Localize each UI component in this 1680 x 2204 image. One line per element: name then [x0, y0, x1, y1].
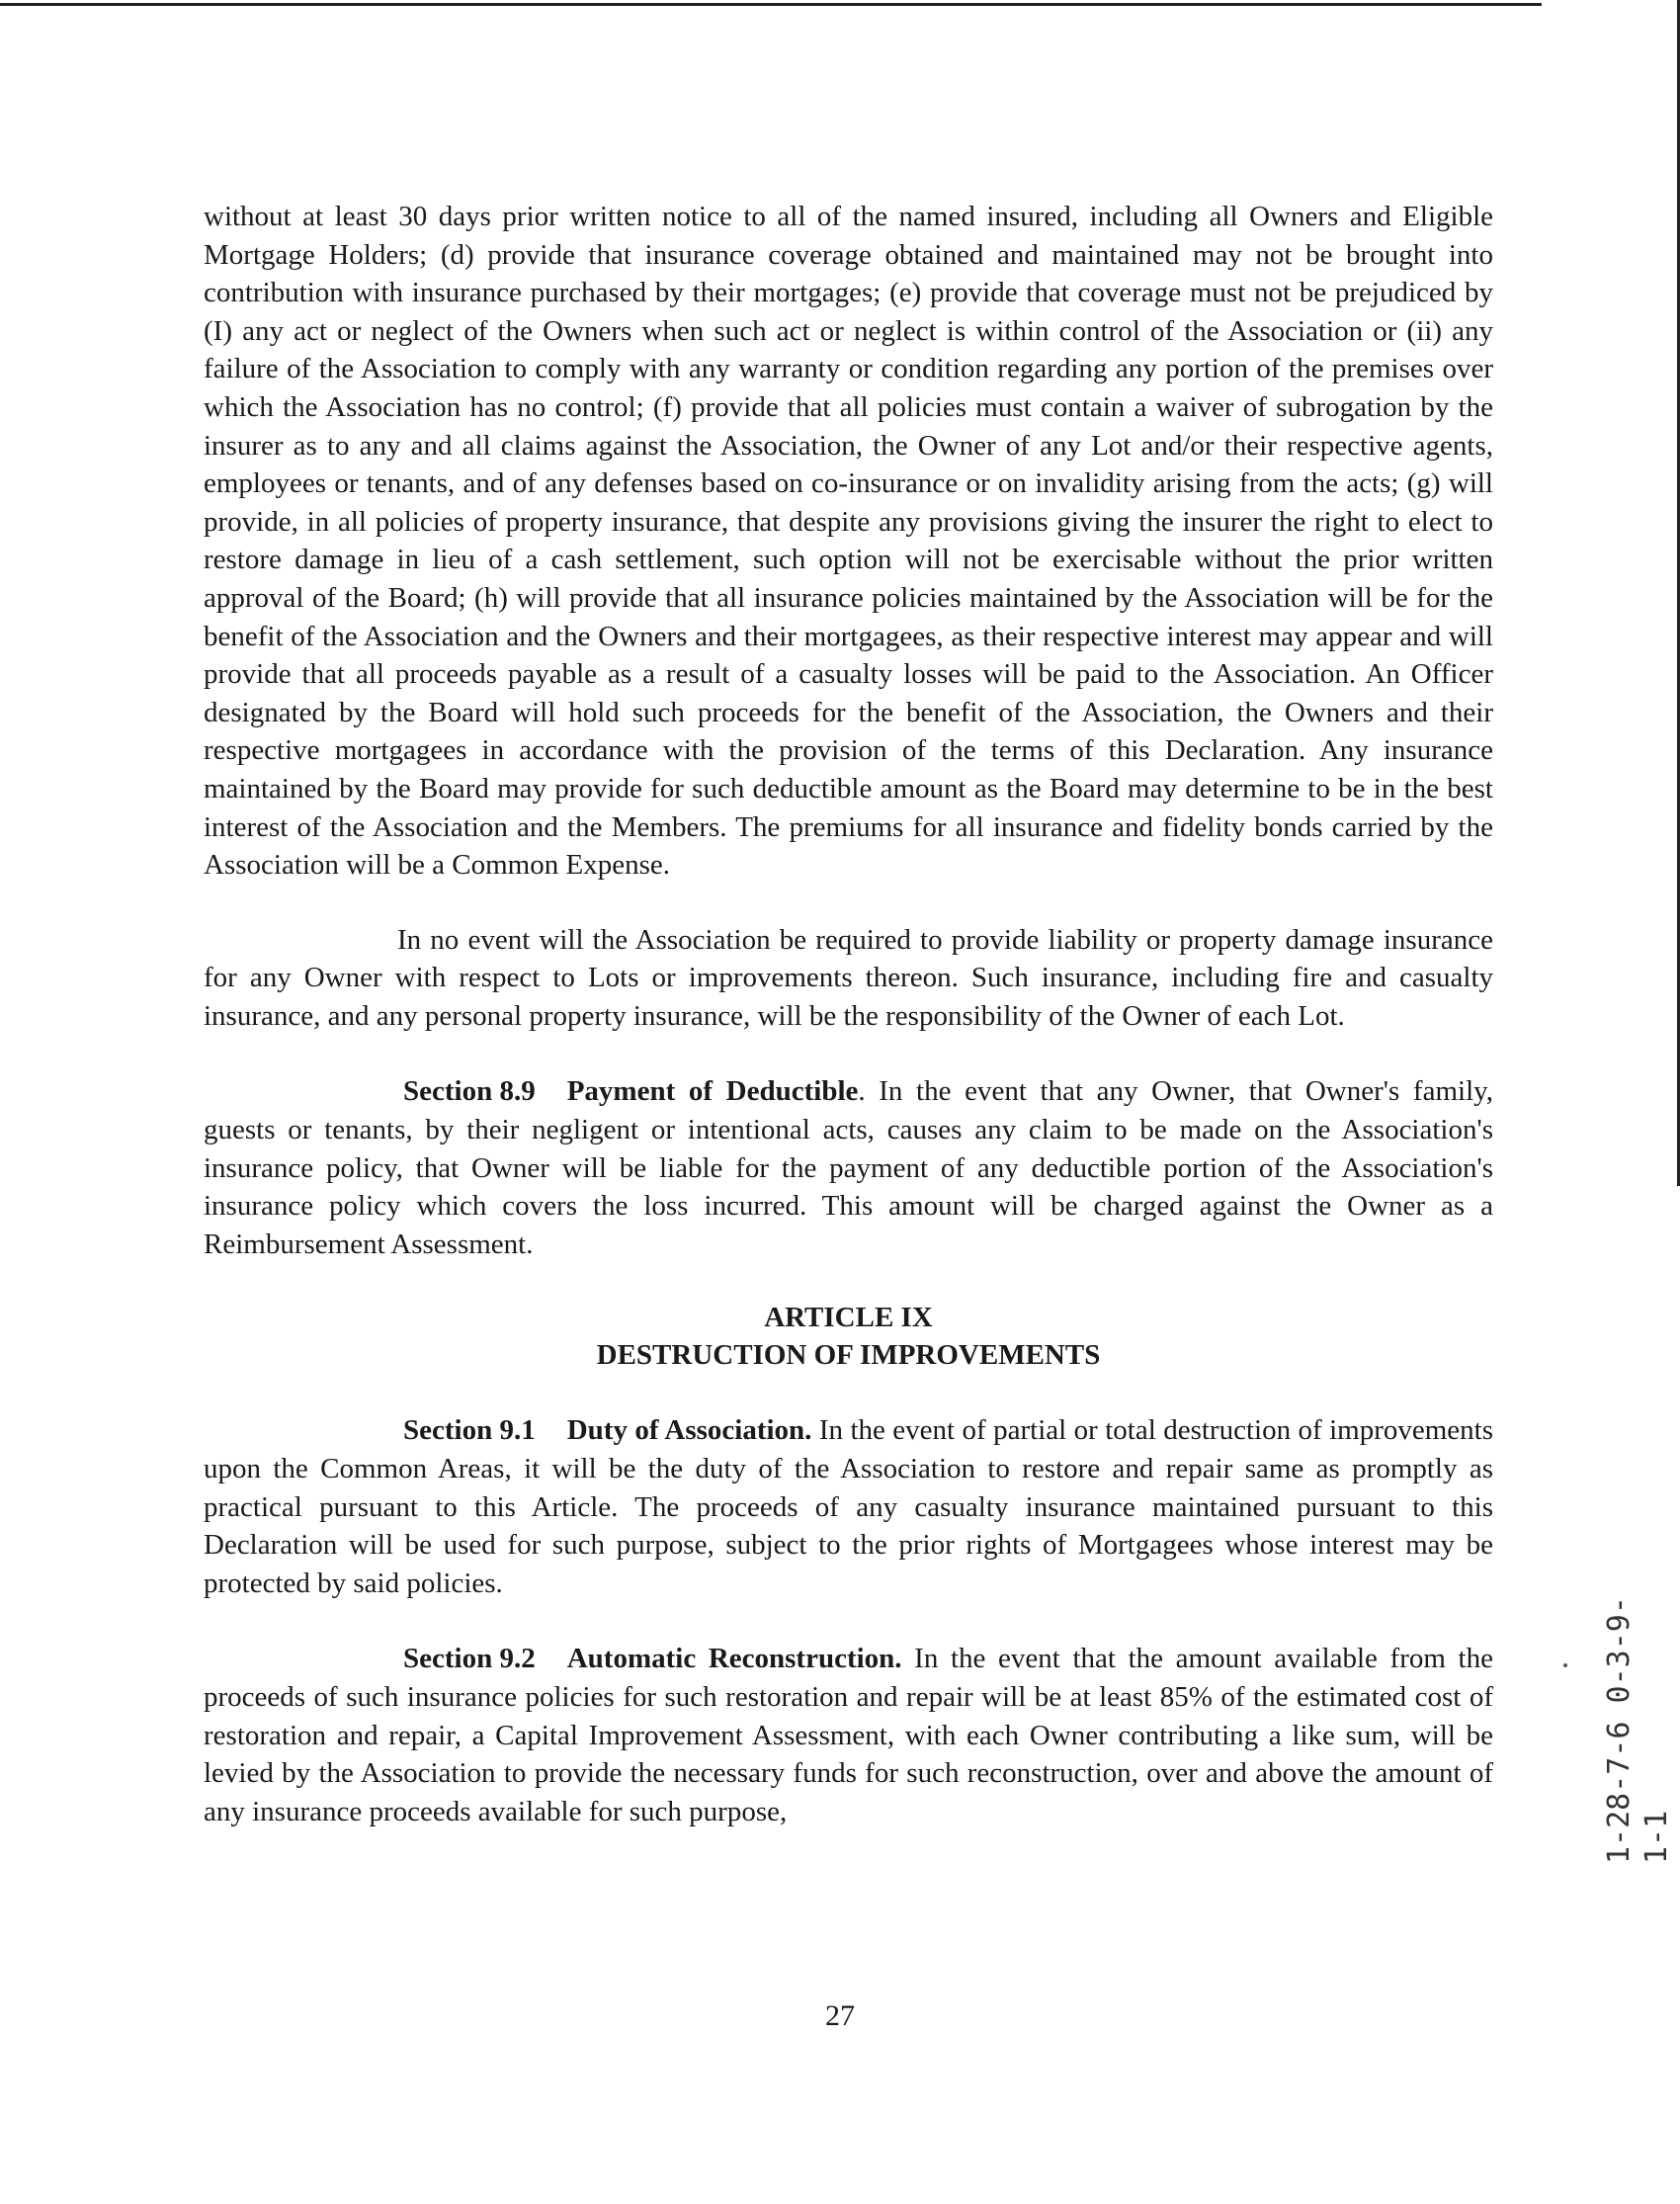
- section-9-2-number: Section 9.2: [403, 1643, 536, 1675]
- section-9-1: [204, 1411, 1493, 1602]
- paragraph-insurance-provisions: without at least 30 days prior written notice to all of the named insured, including all Owners and Eligible Mortgage Holders; (d) provide that insurance coverage obtained and maintained may not be brought into contribution with insurance purchased by their mortgages; (e) provide that coverage must not be prejudiced by (I) any act or neglect of the Owners when such act or neglect is within control of the Association or (ii) any failure of the Association to comply with any warranty or condition regarding any portion of the premises over which the Association has no control; (f) provide that all policies must contain a waiver of subrogation by the insurer as to any and all claims against the Association, the Owner of any Lot and/or their respective agents, employees or tenants, and of any defenses based on co-insurance or on invalidity arising from the acts; (g) will provide, in all policies of property insurance, that despite any provisions giving the insurer the right to elect to restore damage in lieu of a cash settlement, such option will not be exercisable without the prior written approval of the Board; (h) will provide that all insurance policies maintained by the Association will be for the benefit of the Association and the Owners and their mortgagees, as their respective interest may appear and will provide that all proceeds payable as a result of a casualty losses will be paid to the Association. An Officer designated by the Board will hold such proceeds for the benefit of the Association, the Owners and their respective mortgagees in accordance with the provision of the terms of this Declaration. Any insurance maintained by the Board may provide for such deductible amount as the Board may determine to be in the best interest of the Association and the Members. The premiums for all insurance and fidelity bonds carried by the Association will be a Common Expense.: [204, 201, 1493, 882]
- section-8-9-title: Payment of Deductible: [566, 1075, 859, 1108]
- section-9-1-number: Section 9.1: [403, 1414, 536, 1447]
- section-8-9-body: . In the event that any Owner, that Owner's family, guests or tenants, by their negligent or intentional acts, causes any claim to be made on the Association's insurance policy, that Owner will be liable for the payment of any deductible portion of the Association's insurance policy which covers the loss incurred. This amount will be charged against the Owner as a Reimbursement Assessment.: [204, 1075, 1493, 1260]
- article-number: ARTICLE IX: [764, 1302, 933, 1334]
- paragraph-no-liability: In no event will the Association be required to provide liability or property damage insurance for any Owner with respect to Lots or improvements thereon. Such insurance, including fire and casualty insurance, and any personal property insurance, will be the responsibility of the Owner of each Lot.: [204, 923, 1493, 1032]
- margin-recording-stamp: 1-28-7-6 0-3-9-1-1: [1602, 1596, 1674, 1864]
- page-number: 27: [825, 1999, 855, 2032]
- top-scan-rule: [0, 3, 1542, 6]
- stamp-dot: [1563, 1663, 1567, 1667]
- section-8-9-number: Section 8.9: [403, 1075, 536, 1108]
- section-9-1-title: Duty of Association.: [566, 1414, 812, 1447]
- section-8-9: [204, 1072, 1493, 1263]
- section-9-1-body: In the event of partial or total destruction of improvements upon the Common Areas, it will be the duty of the Association to restore and repair same as promptly as practical pursuant to this Article. The proceeds of any casualty insurance maintained pursuant to this Declaration will be used for such purpose, subject to the prior rights of Mortgagees whose interest may be protected by said policies.: [204, 1414, 1494, 1599]
- document-page: [204, 198, 1493, 1830]
- section-9-2-body: In the event that the amount available from the proceeds of such insurance policies for such restoration and repair will be at least 85% of the estimated cost of restoration and repair, a Capital Improvement Assessment, with each Owner contributing a like sum, will be levied by the Association to provide the necessary funds for such reconstruction, over and above the amount of any insurance proceeds available for such purpose,: [204, 1643, 1493, 1827]
- section-9-2: [204, 1640, 1493, 1830]
- article-heading: [204, 1299, 1493, 1374]
- article-title: DESTRUCTION OF IMPROVEMENTS: [596, 1339, 1101, 1372]
- section-9-2-title: Automatic Reconstruction.: [566, 1643, 902, 1675]
